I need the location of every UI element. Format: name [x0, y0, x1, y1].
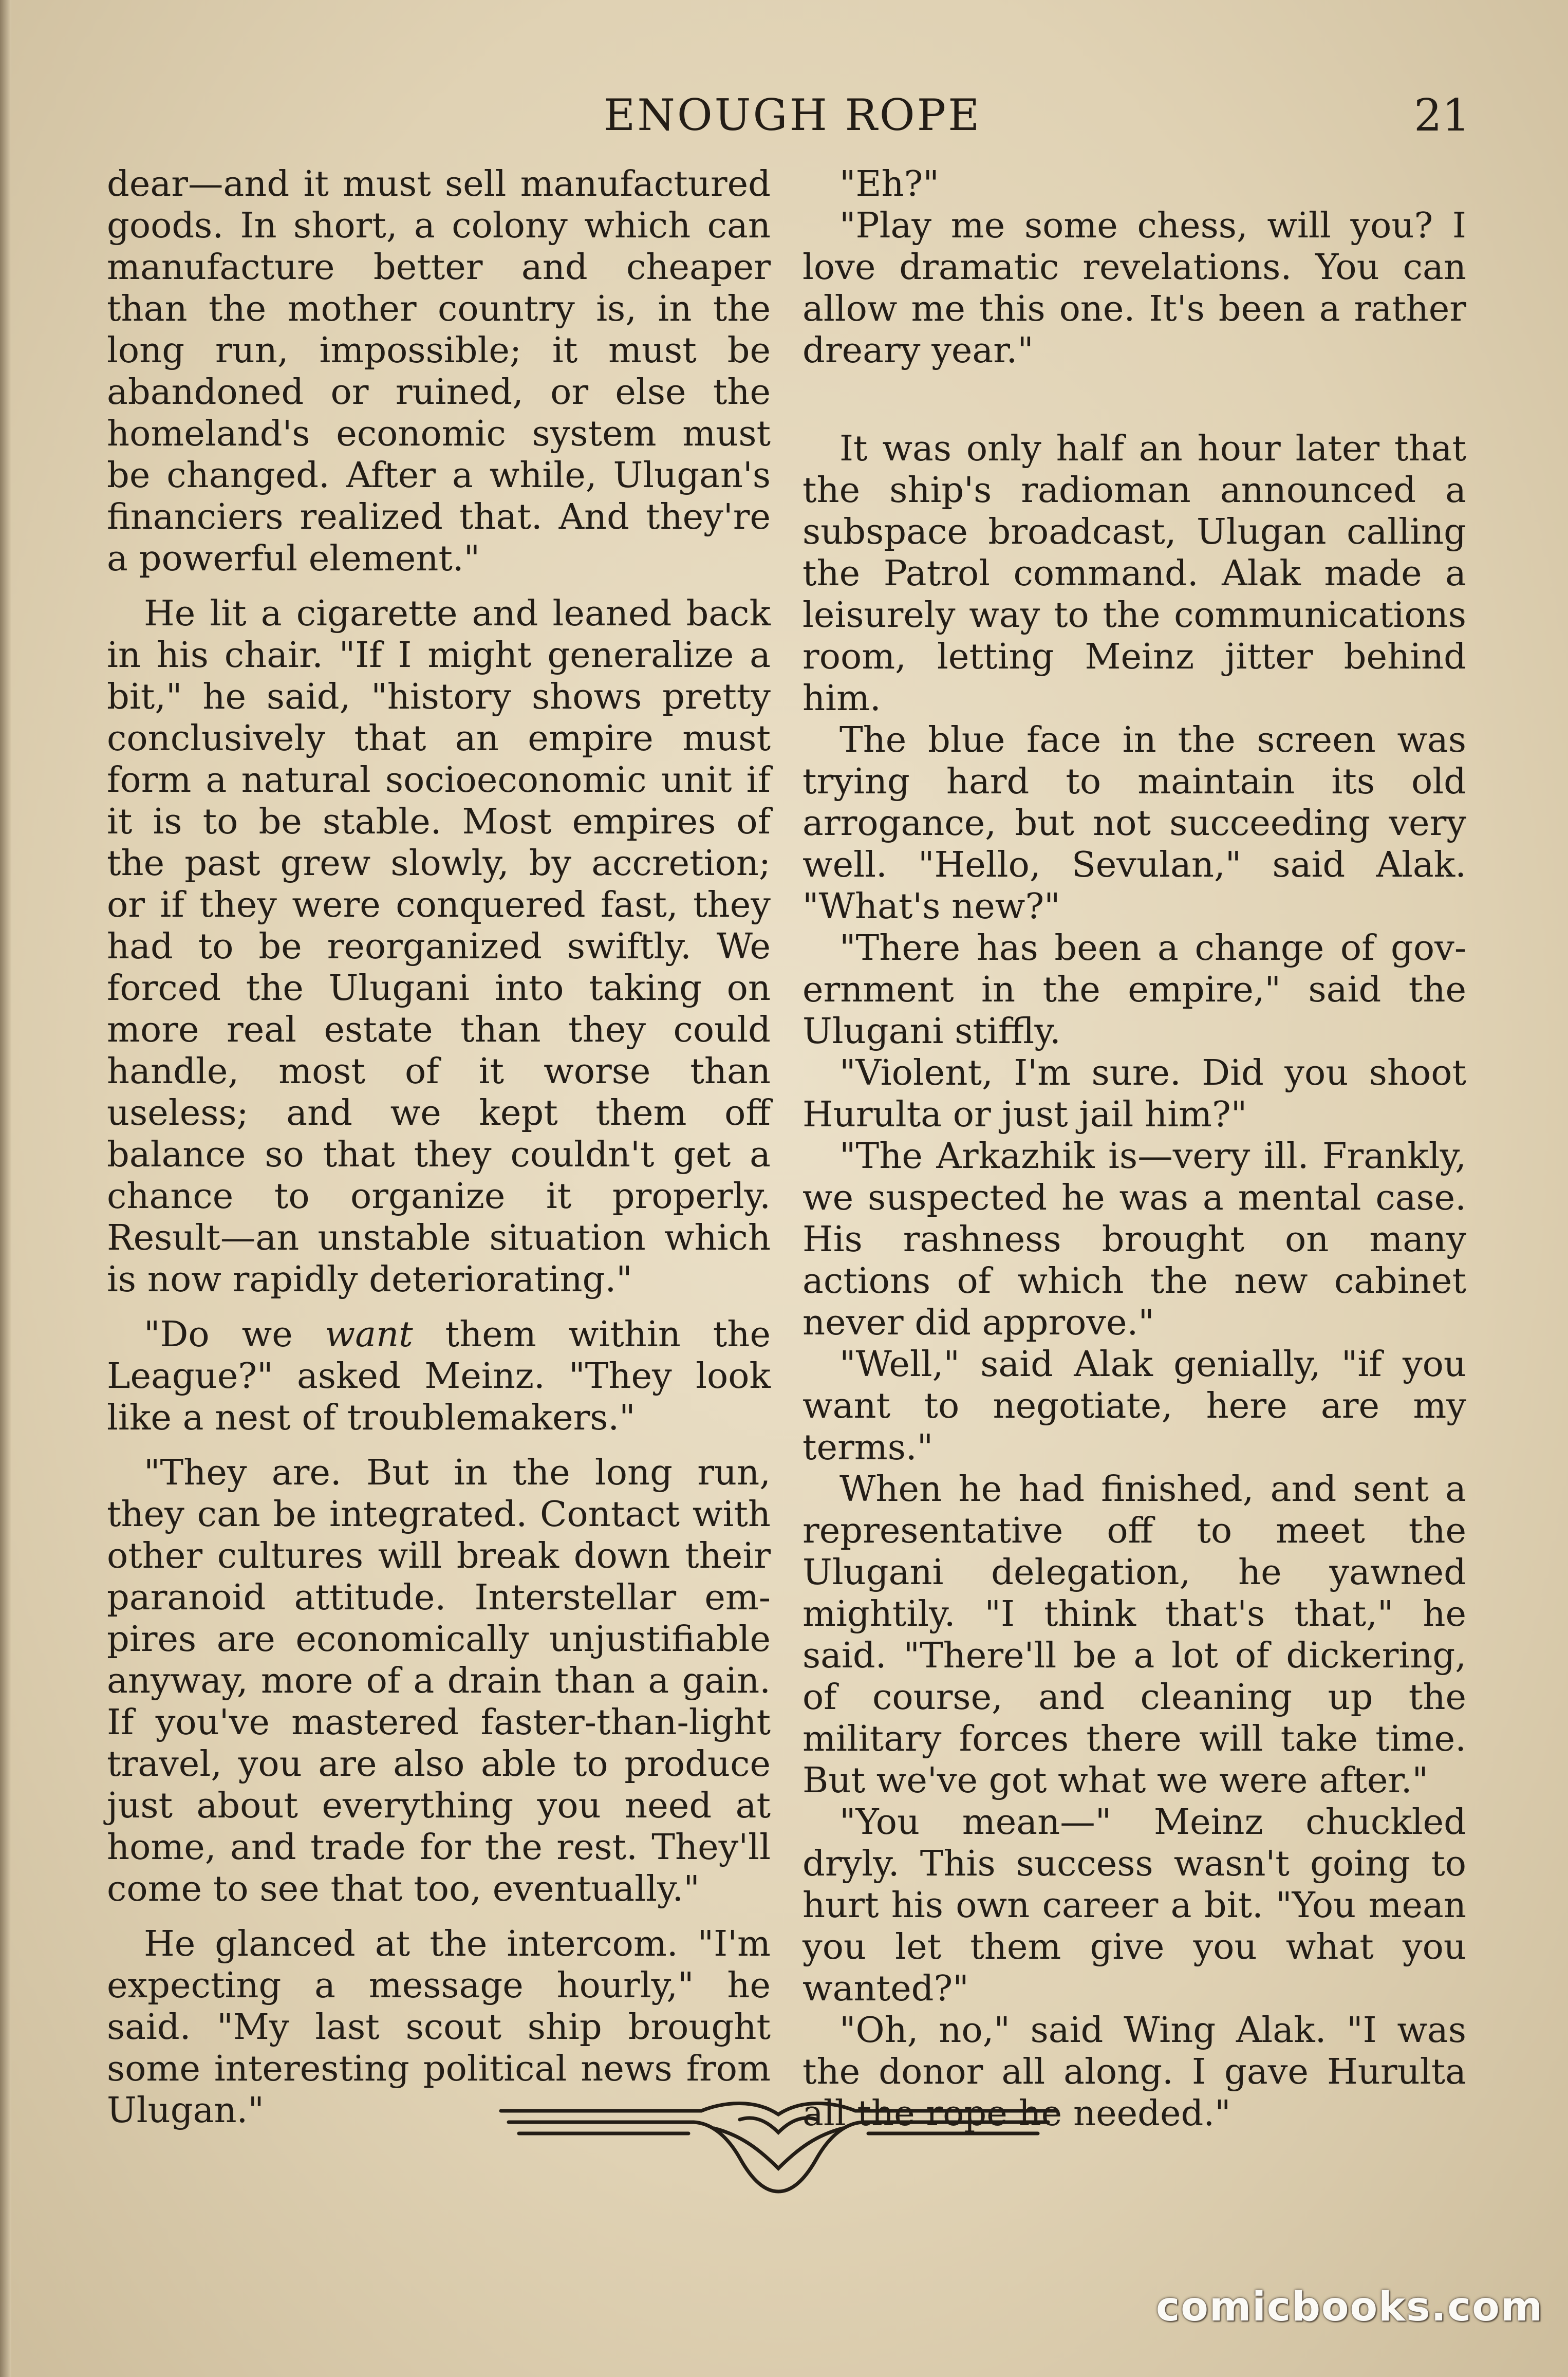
paragraph: "Eh?": [839, 163, 939, 205]
paragraph: "Violent, I'm sure. Did you shoot Hurulta or just jail him?": [802, 1052, 1466, 1135]
watermark: comicbooks.com: [1156, 2284, 1544, 2330]
paragraph: "The Arkazhik is—very ill. Frankly, we suspected he was a mental case. His rashness brought on many actions of which the new cabinet never did approve.": [802, 1136, 1466, 1343]
paragraph: He glanced at the intercom. "I'm expecting a message hourly," he said. "My last scout ship brought some interesting political news from Ulugan.": [107, 1923, 771, 2131]
scroll-ornament-icon: [498, 2091, 1058, 2199]
text-run: them within the League?" asked Meinz. "They look like a nest of troublemakers.": [107, 1314, 771, 1438]
paragraph: "Well," said Alak genially, "if you want to negotiate, here are my terms.": [802, 1344, 1466, 1468]
emphasis: want: [325, 1314, 413, 1355]
paragraph: "Oh, no," said Wing Alak. "I was the donor all along. I gave Hurulta all the rope he needed.": [802, 2010, 1466, 2134]
paragraph: "Play me some chess, will you? I love dramatic revelations. You can allow me this one. It's been a rather dreary year.": [802, 205, 1466, 371]
paragraph: [107, 1314, 771, 1439]
left-column: [107, 163, 771, 2131]
text-run: "Do we: [144, 1314, 325, 1355]
running-head: [0, 85, 1568, 152]
paragraph: dear—and it must sell manufactured goods. In short, a colony which can manufacture better and cheaper than the mother country is, in the long run, impossible; it must be abandoned or ruined, or else the homeland's economic system must be changed. After a while, Ulugan's financiers realized that. And they're a powerful element.": [107, 163, 771, 579]
paragraph: It was only half an hour later that the ship's radioman announced a subspace broadcast, Ulugan calling the Patrol command. Alak made a leisurely way to the communications room, letting Meinz jitter behind him.: [802, 428, 1466, 719]
page-edge: [0, 0, 11, 2377]
right-column: [802, 163, 1466, 2134]
paragraph: "There has been a change of government in the empire," said the Ulugani stiffly.: [802, 927, 1466, 1052]
paragraph: "You mean—" Meinz chuckled dryly. This success wasn't going to hurt his own career a bit. "You mean you let them give you what you wanted?": [802, 1802, 1466, 2009]
paragraph: He lit a cigarette and leaned back in his chair. "If I might generalize a bit," he said, "history shows pretty conclusively that an empire must form a natural socioeconomic unit if it is to be stable. Most empires of the past grew slowly, by accretion; or if they were conquered fast, they had to be reorganized swiftly. We forced the Ulugani into taking on more real estate than they could handle, most of it worse than useless; and we kept them off balance so that they couldn't get a chance to organize it properly. Result—an unstable situation which is now rapidly deteriorating.": [107, 593, 771, 1300]
paragraph: The blue face in the screen was trying hard to maintain its old arrogance, but not succeeding very well. "Hello, Sevulan," said Alak. "What's new?": [802, 719, 1466, 927]
paragraph: "They are. But in the long run, they can be integrated. Contact with other cultures will break down their paranoid attitude. Interstellar empires are economically unjustifiable anyway, more of a drain than a gain. If you've mastered faster-than-light travel, you are also able to produce just about everything you need at home, and trade for the rest. They'll come to see that too, eventually.": [107, 1452, 771, 1909]
running-title: ENOUGH ROPE: [604, 90, 982, 140]
paragraph: When he had finished, and sent a representative off to meet the Ulugani delegation, he yawned mightily. "I think that's that," he said. "There'll be a lot of dickering, of course, and cleaning up the military forces there will take time. But we've got what we were after.": [802, 1469, 1466, 1801]
page-number: 21: [1414, 90, 1470, 141]
